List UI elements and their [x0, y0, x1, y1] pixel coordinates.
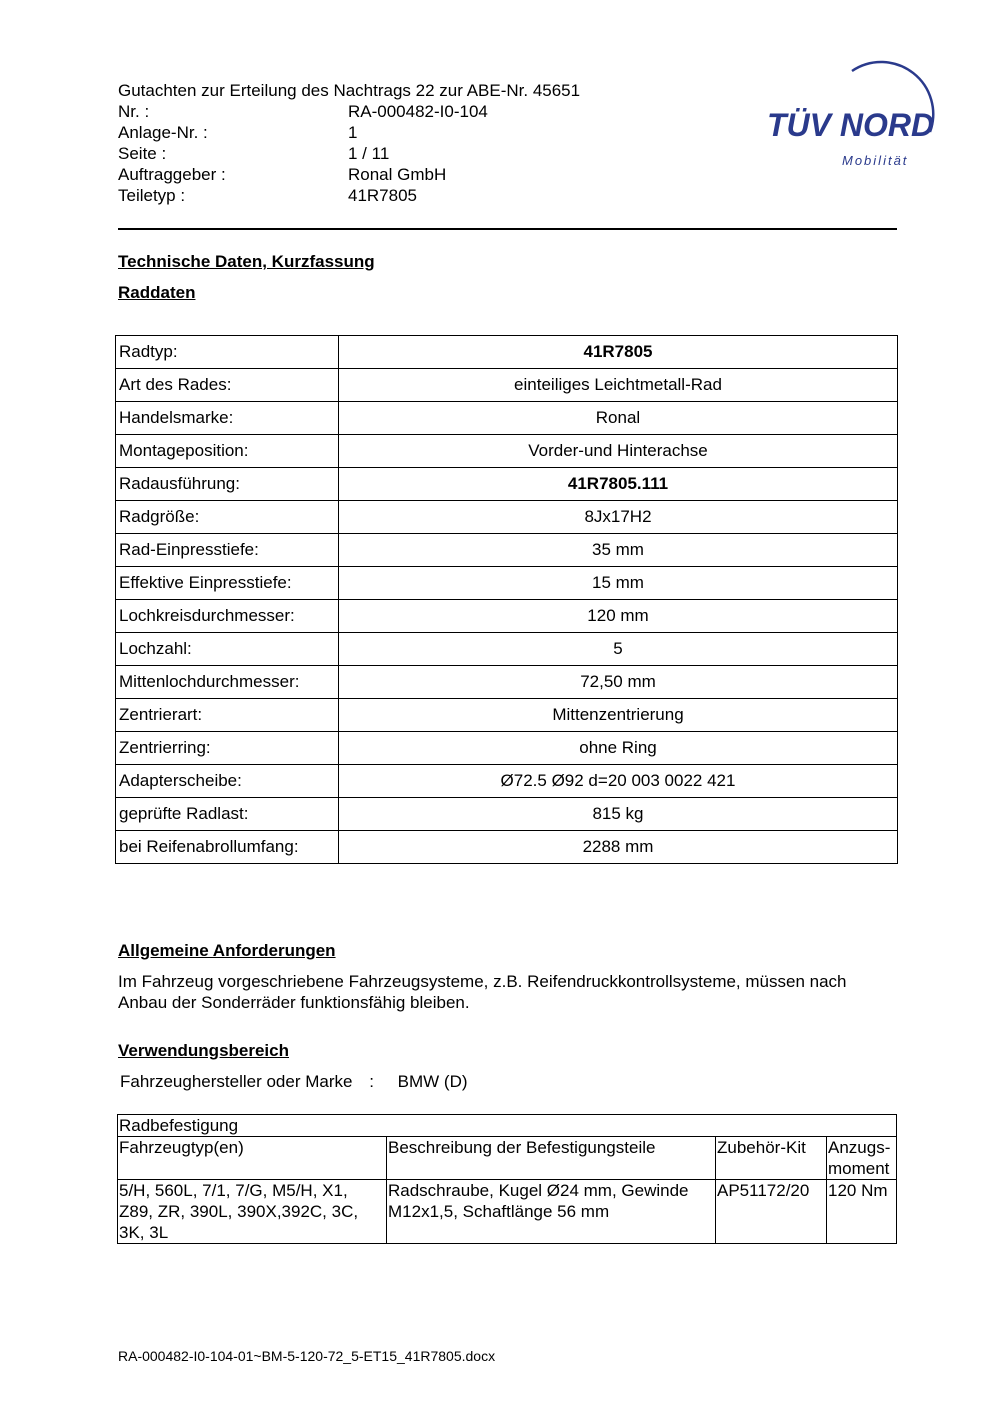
header-row: [118, 101, 488, 122]
tuv-nord-logo: [760, 58, 950, 178]
raddaten-key: Radtyp:: [116, 336, 339, 369]
raddaten-value: Ronal: [339, 402, 898, 435]
verw-sep: :: [369, 1072, 374, 1091]
raddaten-value: 815 kg: [339, 798, 898, 831]
header-row: [118, 143, 389, 164]
section-verw-heading: Verwendungsbereich: [118, 1041, 289, 1060]
fix-header-zubehoer: Zubehör-Kit: [716, 1137, 827, 1180]
raddaten-key: Radausführung:: [116, 468, 339, 501]
raddaten-key: Mittenlochdurchmesser:: [116, 666, 339, 699]
raddaten-row: [116, 699, 898, 732]
header-row-label: Auftraggeber :: [118, 165, 226, 184]
header-row-value: 1: [348, 123, 358, 142]
header-row-value: 41R7805: [348, 186, 418, 205]
logo-sub-text: Mobilität: [842, 153, 909, 168]
raddaten-row: [116, 732, 898, 765]
raddaten-row: [116, 666, 898, 699]
raddaten-key: Rad-Einpresstiefe:: [116, 534, 339, 567]
section-raddaten-heading: Raddaten: [118, 283, 196, 302]
fix-cell-anzugsmoment: 120 Nm: [827, 1180, 897, 1244]
section-tech-heading: Technische Daten, Kurzfassung: [118, 252, 375, 271]
raddaten-row: [116, 600, 898, 633]
raddaten-value: 5: [339, 633, 898, 666]
raddaten-key: Zentrierring:: [116, 732, 339, 765]
raddaten-value: 2288 mm: [339, 831, 898, 864]
raddaten-row: [116, 534, 898, 567]
raddaten-key: geprüfte Radlast:: [116, 798, 339, 831]
radbefestigung-table: [117, 1114, 897, 1244]
fix-header-beschreibung: Beschreibung der Befestigungsteile: [387, 1137, 716, 1180]
header-divider: [118, 228, 897, 230]
raddaten-table: [115, 335, 898, 864]
header-row-value: RA-000482-I0-104: [348, 102, 488, 121]
raddaten-key: Effektive Einpresstiefe:: [116, 567, 339, 600]
raddaten-row: [116, 765, 898, 798]
section-allg-heading: Allgemeine Anforderungen: [118, 941, 336, 960]
fix-cell-beschreibung: Radschraube, Kugel Ø24 mm, Gewinde M12x1,5, Schaftlänge 56 mm: [387, 1180, 716, 1244]
raddaten-key: Handelsmarke:: [116, 402, 339, 435]
raddaten-key: Art des Rades:: [116, 369, 339, 402]
verw-value: BMW (D): [397, 1072, 468, 1091]
raddaten-key: Lochzahl:: [116, 633, 339, 666]
raddaten-key: bei Reifenabrollumfang:: [116, 831, 339, 864]
header-row-label: Nr. :: [118, 102, 150, 121]
footer-filename: RA-000482-I0-104-01~BM-5-120-72_5-ET15_41R7805.docx: [118, 1348, 496, 1364]
header-row: [118, 164, 446, 185]
raddaten-key: Zentrierart:: [116, 699, 339, 732]
raddaten-row: [116, 369, 898, 402]
tuv-nord-logo-graphic: [760, 58, 950, 178]
header-row-label: Anlage-Nr. :: [118, 123, 208, 142]
raddaten-value: Mittenzentrierung: [339, 699, 898, 732]
fix-cell-zubehoer: AP51172/20: [716, 1180, 827, 1244]
raddaten-value: 35 mm: [339, 534, 898, 567]
raddaten-key: Adapterscheibe:: [116, 765, 339, 798]
allg-paragraph: Im Fahrzeug vorgeschriebene Fahrzeugsysteme, z.B. Reifendruckkontrollsysteme, müssen nach Anbau der Sonderräder funktionsfähig bleiben.: [118, 972, 847, 1012]
raddaten-value: ohne Ring: [339, 732, 898, 765]
fix-table-title: Radbefestigung: [118, 1115, 897, 1137]
header-row-value: Ronal GmbH: [348, 165, 447, 184]
fix-header-fahrzeugtyp: Fahrzeugtyp(en): [118, 1137, 387, 1180]
raddaten-row: [116, 468, 898, 501]
raddaten-row: [116, 831, 898, 864]
raddaten-row: [116, 501, 898, 534]
raddaten-key: Montageposition:: [116, 435, 339, 468]
logo-brand-text: TÜV NORD: [767, 107, 935, 143]
fix-cell-fahrzeugtyp: 5/H, 560L, 7/1, 7/G, M5/H, X1, Z89, ZR, 390L, 390X,392C, 3C, 3K, 3L: [118, 1180, 387, 1244]
raddaten-value: Ø72.5 Ø92 d=20 003 0022 421: [339, 765, 898, 798]
raddaten-value: 15 mm: [339, 567, 898, 600]
header-row: [118, 122, 357, 143]
fix-header-anzugsmoment: Anzugs-moment: [827, 1137, 897, 1180]
raddaten-row: [116, 633, 898, 666]
raddaten-row: [116, 567, 898, 600]
verw-line: [120, 1071, 468, 1093]
raddaten-value: Vorder-und Hinterachse: [339, 435, 898, 468]
raddaten-value: 72,50 mm: [339, 666, 898, 699]
header-row: [118, 185, 417, 206]
raddaten-value: einteiliges Leichtmetall-Rad: [339, 369, 898, 402]
raddaten-row: [116, 798, 898, 831]
raddaten-key: Radgröße:: [116, 501, 339, 534]
header-row-label: Seite :: [118, 144, 167, 163]
raddaten-row: [116, 435, 898, 468]
raddaten-row: [116, 336, 898, 369]
header-row-label: Teiletyp :: [118, 186, 186, 205]
header-row-value: 1 / 11: [348, 144, 390, 163]
report-title: Gutachten zur Erteilung des Nachtrags 22 zur ABE-Nr. 45651: [118, 81, 581, 100]
raddaten-value: 41R7805.111: [339, 468, 898, 501]
raddaten-value: 41R7805: [339, 336, 898, 369]
verw-label: Fahrzeughersteller oder Marke: [120, 1072, 353, 1091]
raddaten-value: 8Jx17H2: [339, 501, 898, 534]
raddaten-value: 120 mm: [339, 600, 898, 633]
raddaten-key: Lochkreisdurchmesser:: [116, 600, 339, 633]
raddaten-row: [116, 402, 898, 435]
